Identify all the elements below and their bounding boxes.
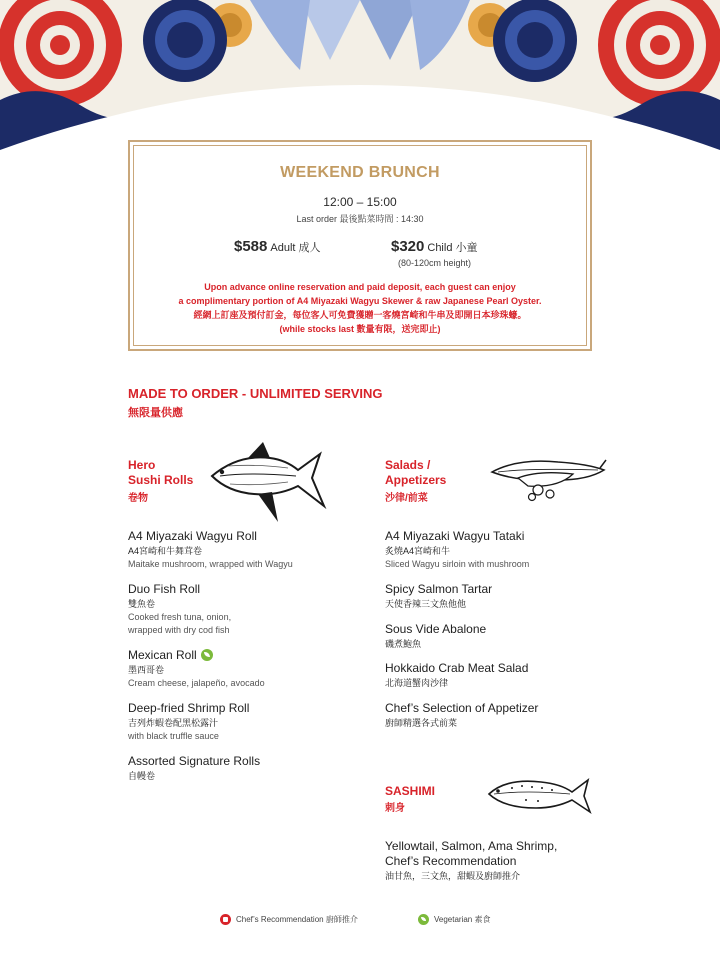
menu-item: [385, 529, 529, 571]
item-name-zh: A4宮崎和牛舞茸卷: [128, 546, 203, 556]
promo-line: 經網上訂座及預付訂金，每位客人可免費獲贈一客燒宮崎和牛串及即開日本珍珠蠔。: [193, 310, 527, 320]
category-sashimi-zh: 刺身: [385, 803, 405, 814]
item-name-zh: 磯煮鮑魚: [385, 639, 422, 649]
salmon-illustration: [486, 772, 592, 816]
category-salads-line1: Salads /: [385, 458, 431, 472]
adult-price-label: Adult 成人: [270, 242, 321, 254]
item-name-zh: 油甘魚，三文魚，甜蝦及廚師推介: [385, 871, 521, 881]
item-name-zh: 雙魚卷: [128, 599, 156, 609]
child-height-note: (80-120cm height): [398, 258, 472, 268]
item-name: Spicy Salmon Tartar: [385, 582, 493, 596]
item-name: Duo Fish Roll: [128, 582, 201, 596]
tuna-fish-illustration: [208, 436, 328, 526]
item-name: Hokkaido Crab Meat Salad: [385, 661, 529, 675]
section-title-zh: 無限量供應: [128, 407, 183, 419]
category-sashimi-title: SASHIMI: [385, 784, 436, 798]
item-name-zh: 炙燒A4宮崎和牛: [385, 546, 451, 556]
adult-price: [234, 238, 321, 255]
legend-veg-label: Vegetarian 素食: [434, 915, 491, 924]
category-hero-title: [128, 458, 193, 488]
item-name: A4 Miyazaki Wagyu Roll: [128, 529, 257, 543]
menu-item: [385, 622, 486, 651]
weekend-brunch-card: [128, 140, 592, 351]
child-price-label: Child 小童: [427, 242, 478, 254]
item-name-zh: 天使香辣三文魚他他: [385, 599, 467, 609]
category-salads-line2: Appetizers: [385, 473, 447, 487]
promo-line: Upon advance online reservation and paid deposit, each guest can enjoy: [204, 282, 516, 292]
last-order-time: Last order 最後點菜時間 : 14:30: [296, 214, 424, 224]
category-salads-title: [385, 458, 446, 488]
child-price: [391, 238, 478, 255]
item-name: Chef’s Recommendation: [385, 854, 517, 868]
menu-item: [385, 582, 492, 611]
promo-line: a complimentary portion of A4 Miyazaki Wagyu Skewer & raw Japanese Pearl Oyster.: [178, 296, 542, 306]
section-title: MADE TO ORDER - UNLIMITED SERVING: [128, 386, 383, 401]
item-description: wrapped with dry cod fish: [128, 625, 230, 635]
okra-illustration: [488, 450, 608, 502]
item-name-zh: 廚師精選各式前菜: [385, 718, 458, 728]
promo-text: [130, 280, 590, 336]
vegetarian-leaf-icon: [418, 914, 429, 925]
item-name: A4 Miyazaki Wagyu Tataki: [385, 529, 525, 543]
item-description: Maitake mushroom, wrapped with Wagyu: [128, 559, 293, 569]
menu-item: [128, 754, 260, 783]
brunch-title: WEEKEND BRUNCH: [280, 164, 440, 181]
menu-item: [385, 839, 557, 883]
menu-item: [385, 661, 528, 690]
category-salads-zh: 沙律/前菜: [385, 493, 428, 504]
promo-line: (while stocks last 數量有限，送完即止): [279, 324, 441, 334]
adult-price-value: $588: [234, 238, 268, 255]
menu-item: [128, 529, 293, 571]
item-description: Cooked fresh tuna, onion,: [128, 612, 232, 622]
item-name-zh: 北海道蟹肉沙律: [385, 678, 449, 688]
item-name: Mexican Roll: [128, 648, 197, 662]
menu-item: [385, 701, 538, 730]
item-name-zh: 自幔卷: [128, 771, 156, 781]
item-name-zh: 吉列炸蝦卷配黑松露汁: [128, 718, 219, 728]
item-name-row: [128, 648, 265, 663]
category-hero-zh: 卷物: [128, 493, 148, 504]
category-hero-line2: Sushi Rolls: [128, 473, 194, 487]
brunch-time: 12:00 – 15:00: [323, 195, 397, 209]
item-name: Deep-fried Shrimp Roll: [128, 701, 250, 715]
menu-item: [128, 582, 231, 637]
menu-item: [128, 701, 249, 743]
item-name: Yellowtail, Salmon, Ama Shrimp,: [385, 839, 558, 853]
item-description: Cream cheese, jalapeño, avocado: [128, 678, 265, 688]
category-hero-line1: Hero: [128, 458, 156, 472]
chef-thumbs-up-icon: [220, 914, 231, 925]
legend-vegetarian: [418, 914, 490, 925]
vegetarian-leaf-icon: [201, 649, 213, 661]
item-description: Sliced Wagyu sirloin with mushroom: [385, 559, 530, 569]
legend-chef-recommendation: [220, 914, 358, 925]
item-name: Chef’s Selection of Appetizer: [385, 701, 539, 715]
child-price-value: $320: [391, 238, 425, 255]
item-name-zh: 墨西哥卷: [128, 665, 165, 675]
legend-chef-label: Chef’s Recommendation 廚師推介: [236, 915, 358, 924]
menu-item: [128, 648, 265, 690]
item-name: Assorted Signature Rolls: [128, 754, 261, 768]
item-description: with black truffle sauce: [128, 731, 219, 741]
item-name: Sous Vide Abalone: [385, 622, 487, 636]
